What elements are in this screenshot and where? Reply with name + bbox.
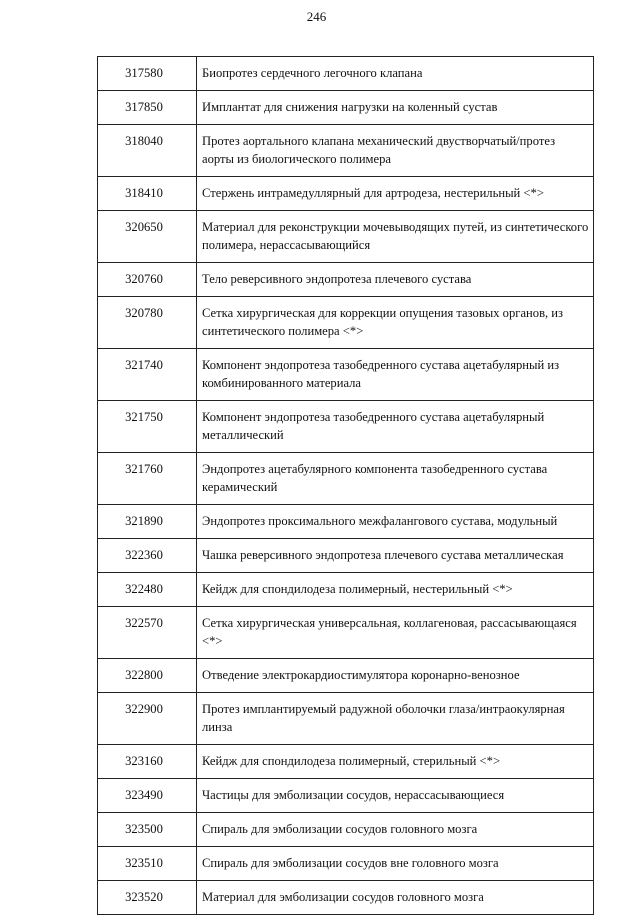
row-name: Протез имплантируемый радужной оболочки глаза/интраокулярная линза [197, 693, 594, 745]
row-code: 320780 [98, 297, 197, 349]
row-code: 321890 [98, 505, 197, 539]
row-code: 323490 [98, 779, 197, 813]
row-name: Сетка хирургическая для коррекции опущения тазовых органов, из синтетического полимера <*> [197, 297, 594, 349]
table-row [98, 349, 594, 401]
row-name: Спираль для эмболизации сосудов вне головного мозга [197, 847, 594, 881]
row-name: Отведение электрокардиостимулятора коронарно-венозное [197, 659, 594, 693]
table-row [98, 57, 594, 91]
row-name: Спираль для эмболизации сосудов головного мозга [197, 813, 594, 847]
table-row [98, 573, 594, 607]
row-name: Материал для реконструкции мочевыводящих путей, из синтетического полимера, нерассасывающийся [197, 211, 594, 263]
row-name: Сетка хирургическая универсальная, коллагеновая, рассасывающаяся <*> [197, 607, 594, 659]
row-code: 323520 [98, 881, 197, 915]
table-row [98, 177, 594, 211]
row-code: 322480 [98, 573, 197, 607]
row-code: 322570 [98, 607, 197, 659]
row-code: 322800 [98, 659, 197, 693]
row-code: 321740 [98, 349, 197, 401]
row-code: 318040 [98, 125, 197, 177]
table-row [98, 91, 594, 125]
row-code: 320650 [98, 211, 197, 263]
table-row [98, 779, 594, 813]
row-name: Эндопротез ацетабулярного компонента тазобедренного сустава керамический [197, 453, 594, 505]
row-code: 322360 [98, 539, 197, 573]
row-code: 318410 [98, 177, 197, 211]
table-row [98, 453, 594, 505]
table-row [98, 263, 594, 297]
table-row [98, 125, 594, 177]
row-name: Протез аортального клапана механический двустворчатый/протез аорты из биологического полимера [197, 125, 594, 177]
row-code: 323510 [98, 847, 197, 881]
row-name: Эндопротез проксимального межфалангового сустава, модульный [197, 505, 594, 539]
row-code: 323500 [98, 813, 197, 847]
row-code: 321750 [98, 401, 197, 453]
page-number: 246 [306, 9, 327, 24]
table-row [98, 745, 594, 779]
row-name: Частицы для эмболизации сосудов, нерассасывающиеся [197, 779, 594, 813]
table-row [98, 505, 594, 539]
row-name: Тело реверсивного эндопротеза плечевого сустава [197, 263, 594, 297]
table-row [98, 401, 594, 453]
row-code: 321760 [98, 453, 197, 505]
table-row [98, 847, 594, 881]
row-name: Стержень интрамедуллярный для артродеза, нестерильный <*> [197, 177, 594, 211]
row-name: Компонент эндопротеза тазобедренного сустава ацетабулярный металлический [197, 401, 594, 453]
row-name: Кейдж для спондилодеза полимерный, стерильный <*> [197, 745, 594, 779]
row-name: Биопротез сердечного легочного клапана [197, 57, 594, 91]
row-name: Имплантат для снижения нагрузки на коленный сустав [197, 91, 594, 125]
row-code: 317850 [98, 91, 197, 125]
table-row [98, 607, 594, 659]
table-row [98, 693, 594, 745]
row-name: Кейдж для спондилодеза полимерный, нестерильный <*> [197, 573, 594, 607]
row-name: Чашка реверсивного эндопротеза плечевого сустава металлическая [197, 539, 594, 573]
row-code: 323160 [98, 745, 197, 779]
row-code: 320760 [98, 263, 197, 297]
row-name: Материал для эмболизации сосудов головного мозга [197, 881, 594, 915]
row-code: 322900 [98, 693, 197, 745]
table-row [98, 881, 594, 915]
device-code-table [97, 56, 594, 915]
table-row [98, 297, 594, 349]
row-name: Компонент эндопротеза тазобедренного сустава ацетабулярный из комбинированного материала [197, 349, 594, 401]
table-row [98, 211, 594, 263]
row-code: 317580 [98, 57, 197, 91]
table-row [98, 659, 594, 693]
table-row [98, 813, 594, 847]
table-row [98, 539, 594, 573]
